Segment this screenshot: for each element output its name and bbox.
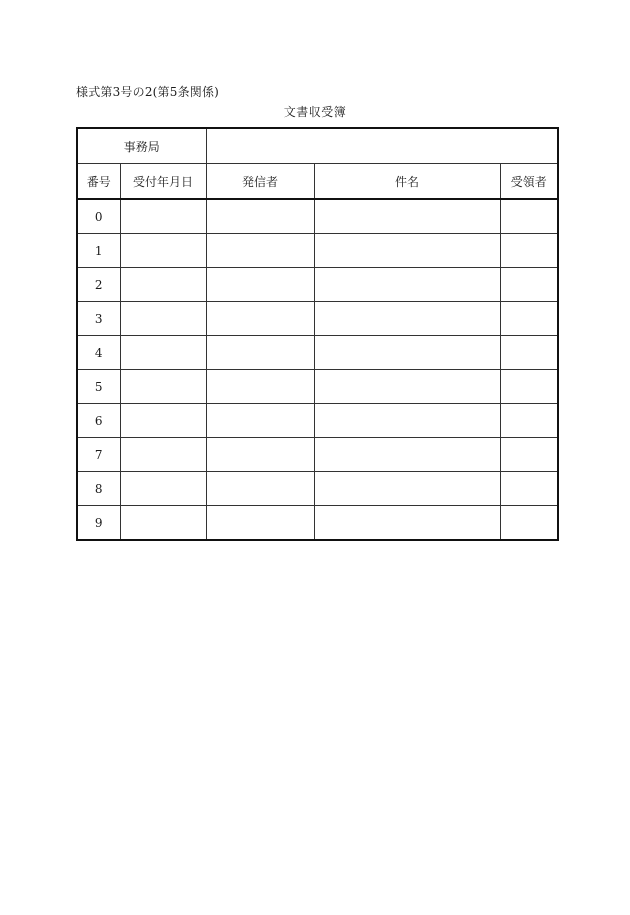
received-date-cell[interactable]: [120, 404, 206, 438]
received-date-cell[interactable]: [120, 472, 206, 506]
subject-cell[interactable]: [314, 199, 500, 234]
subject-cell[interactable]: [314, 506, 500, 541]
sender-cell[interactable]: [206, 199, 314, 234]
sender-cell[interactable]: [206, 268, 314, 302]
subject-cell[interactable]: [314, 302, 500, 336]
recipient-cell[interactable]: [500, 506, 558, 541]
register-body: [77, 128, 558, 540]
row-number: 0: [77, 199, 120, 234]
table-row: [77, 370, 558, 404]
subject-cell[interactable]: [314, 370, 500, 404]
table-row: [77, 268, 558, 302]
sender-cell[interactable]: [206, 404, 314, 438]
table-row: [77, 199, 558, 234]
subject-cell[interactable]: [314, 472, 500, 506]
table-row: [77, 234, 558, 268]
header-received-date: 受付年月日: [120, 164, 206, 200]
subject-cell[interactable]: [314, 268, 500, 302]
received-date-cell[interactable]: [120, 506, 206, 541]
header-sender: 発信者: [206, 164, 314, 200]
recipient-cell[interactable]: [500, 370, 558, 404]
row-number: 1: [77, 234, 120, 268]
receipt-register-table: [76, 127, 559, 541]
row-number: 4: [77, 336, 120, 370]
received-date-cell[interactable]: [120, 438, 206, 472]
recipient-cell[interactable]: [500, 234, 558, 268]
row-number: 8: [77, 472, 120, 506]
sender-cell[interactable]: [206, 302, 314, 336]
header-row: [77, 164, 558, 200]
table-row: [77, 506, 558, 541]
recipient-cell[interactable]: [500, 199, 558, 234]
recipient-cell[interactable]: [500, 268, 558, 302]
recipient-cell[interactable]: [500, 336, 558, 370]
received-date-cell[interactable]: [120, 336, 206, 370]
recipient-cell[interactable]: [500, 438, 558, 472]
sender-cell[interactable]: [206, 234, 314, 268]
table-row: [77, 336, 558, 370]
document-title: 文書収受簿: [283, 105, 347, 119]
recipient-cell[interactable]: [500, 404, 558, 438]
recipient-cell[interactable]: [500, 472, 558, 506]
table-row: [77, 302, 558, 336]
subject-cell[interactable]: [314, 438, 500, 472]
form-label: 様式第3号の2(第5条関係): [76, 85, 220, 99]
row-number: 5: [77, 370, 120, 404]
row-number: 2: [77, 268, 120, 302]
table-row: [77, 404, 558, 438]
table-row: [77, 472, 558, 506]
table-row: [77, 438, 558, 472]
received-date-cell[interactable]: [120, 199, 206, 234]
header-recipient: 受領者: [500, 164, 558, 200]
received-date-cell[interactable]: [120, 268, 206, 302]
sender-cell[interactable]: [206, 370, 314, 404]
header-number: 番号: [77, 164, 120, 200]
sender-cell[interactable]: [206, 506, 314, 541]
subject-cell[interactable]: [314, 404, 500, 438]
office-label: 事務局: [77, 128, 206, 164]
sender-cell[interactable]: [206, 472, 314, 506]
office-row: [77, 128, 558, 164]
received-date-cell[interactable]: [120, 234, 206, 268]
row-number: 3: [77, 302, 120, 336]
row-number: 6: [77, 404, 120, 438]
sender-cell[interactable]: [206, 438, 314, 472]
recipient-cell[interactable]: [500, 302, 558, 336]
office-value-cell[interactable]: [206, 128, 558, 164]
subject-cell[interactable]: [314, 336, 500, 370]
header-subject: 件名: [314, 164, 500, 200]
received-date-cell[interactable]: [120, 302, 206, 336]
row-number: 7: [77, 438, 120, 472]
subject-cell[interactable]: [314, 234, 500, 268]
sender-cell[interactable]: [206, 336, 314, 370]
row-number: 9: [77, 506, 120, 541]
received-date-cell[interactable]: [120, 370, 206, 404]
